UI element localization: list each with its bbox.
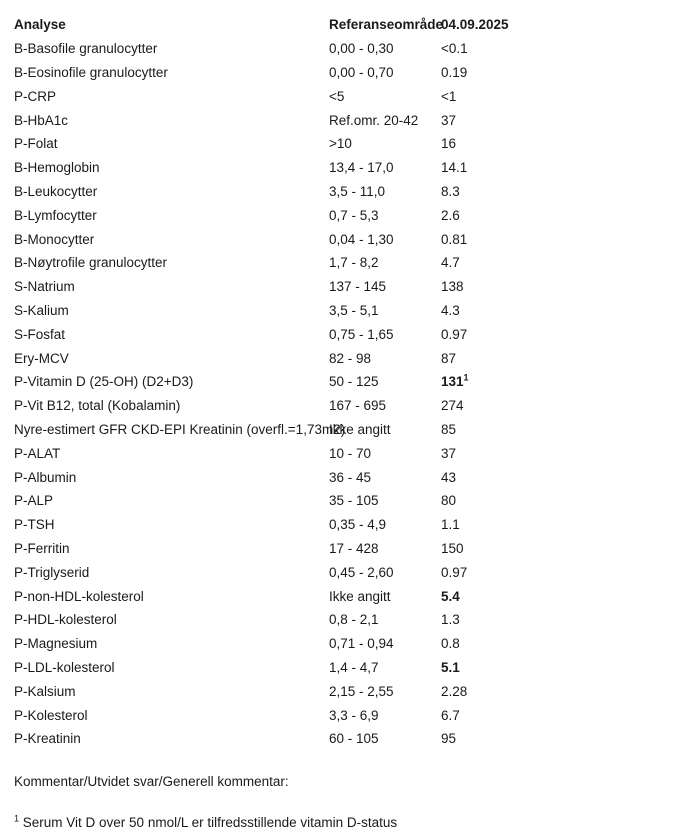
- table-row: [14, 465, 684, 489]
- analysis-name: P-Folat: [14, 136, 58, 152]
- reference-range: 2,15 - 2,55: [329, 683, 394, 699]
- analysis-name: S-Fosfat: [14, 326, 66, 342]
- table-row: [14, 418, 684, 442]
- reference-range: >10: [329, 136, 352, 152]
- result-cell: [441, 446, 561, 461]
- analysis-name: B-Hemoglobin: [14, 160, 100, 176]
- reference-range: 0,7 - 5,3: [329, 207, 379, 223]
- analysis-name: Nyre-estimert GFR CKD-EPI Kreatinin (overfl.=1,73m2): [14, 421, 346, 437]
- table-row: [14, 560, 684, 584]
- analysis-name: S-Natrium: [14, 279, 75, 295]
- result-cell: [441, 731, 561, 746]
- result-value: 87: [441, 350, 457, 366]
- result-value: 80: [441, 493, 457, 509]
- table-row: [14, 632, 684, 656]
- table-row: [14, 608, 684, 632]
- table-row: [14, 679, 684, 703]
- analysis-name: P-Kalsium: [14, 683, 76, 699]
- reference-range: 60 - 105: [329, 731, 379, 747]
- result-value: 2.6: [441, 207, 460, 223]
- reference-range: Ref.omr. 20-42: [329, 112, 419, 128]
- result-value: 5.4: [441, 588, 460, 604]
- analysis-name: P-LDL-kolesterol: [14, 659, 115, 675]
- header-reference: Referanseområde: [329, 17, 444, 33]
- table-body: [14, 37, 684, 751]
- comment-label: Kommentar/Utvidet svar/Generell kommentar:: [14, 774, 289, 789]
- result-value: 4.7: [441, 255, 460, 271]
- reference-range: 1,4 - 4,7: [329, 659, 379, 675]
- reference-range: 3,3 - 6,9: [329, 707, 379, 723]
- result-cell: [441, 327, 561, 342]
- result-cell: [441, 589, 561, 604]
- reference-range: 0,75 - 1,65: [329, 326, 394, 342]
- table-row: [14, 37, 684, 61]
- result-cell: [441, 65, 561, 80]
- reference-range: 36 - 45: [329, 469, 372, 485]
- reference-range: Ikke angitt: [329, 588, 391, 604]
- result-cell: [441, 184, 561, 199]
- result-cell: [441, 636, 561, 651]
- result-value: <0.1: [441, 41, 468, 57]
- result-cell: [441, 374, 561, 389]
- result-value: 1.1: [441, 517, 460, 533]
- analysis-name: P-ALAT: [14, 445, 61, 461]
- analysis-name: P-Vitamin D (25-OH) (D2+D3): [14, 374, 194, 390]
- result-value: 131: [441, 374, 464, 390]
- table-row: [14, 584, 684, 608]
- result-value: 0.97: [441, 564, 468, 580]
- analysis-name: P-HDL-kolesterol: [14, 612, 117, 628]
- table-row: [14, 370, 684, 394]
- table-row: [14, 61, 684, 85]
- analysis-name: B-Nøytrofile granulocytter: [14, 255, 168, 271]
- reference-range: 3,5 - 5,1: [329, 302, 379, 318]
- result-cell: [441, 470, 561, 485]
- result-cell: [441, 660, 561, 675]
- table-row: [14, 441, 684, 465]
- analysis-name: P-Ferritin: [14, 540, 70, 556]
- result-cell: [441, 517, 561, 532]
- result-value: 150: [441, 540, 464, 556]
- result-value: 8.3: [441, 183, 460, 199]
- result-cell: [441, 113, 561, 128]
- table-row: [14, 489, 684, 513]
- result-value: 0.8: [441, 636, 460, 652]
- table-row: [14, 299, 684, 323]
- result-value: <1: [441, 88, 457, 104]
- result-value: 4.3: [441, 302, 460, 318]
- reference-range: 0,00 - 0,70: [329, 64, 394, 80]
- reference-range: <5: [329, 88, 345, 104]
- result-cell: [441, 160, 561, 175]
- result-cell: [441, 612, 561, 627]
- analysis-name: B-Leukocytter: [14, 183, 98, 199]
- result-value: 2.28: [441, 683, 468, 699]
- analysis-name: P-Kreatinin: [14, 731, 81, 747]
- reference-range: 82 - 98: [329, 350, 372, 366]
- table-row: [14, 346, 684, 370]
- reference-range: 3,5 - 11,0: [329, 183, 386, 199]
- result-value: 0.97: [441, 326, 468, 342]
- result-value: 1.3: [441, 612, 460, 628]
- result-value: 43: [441, 469, 457, 485]
- analysis-name: P-Kolesterol: [14, 707, 88, 723]
- result-cell: [441, 351, 561, 366]
- analysis-name: B-Lymfocytter: [14, 207, 97, 223]
- reference-range: 0,71 - 0,94: [329, 636, 394, 652]
- result-value: 85: [441, 421, 457, 437]
- analysis-name: B-Eosinofile granulocytter: [14, 64, 168, 80]
- analysis-name: P-Magnesium: [14, 636, 98, 652]
- table-header: [14, 13, 684, 37]
- table-row: [14, 275, 684, 299]
- reference-range: 0,8 - 2,1: [329, 612, 379, 628]
- analysis-name: B-HbA1c: [14, 112, 69, 128]
- result-cell: [441, 279, 561, 294]
- analysis-name: P-Albumin: [14, 469, 77, 485]
- analysis-name: B-Basofile granulocytter: [14, 41, 158, 57]
- result-cell: [441, 422, 561, 437]
- table-row: [14, 156, 684, 180]
- result-cell: [441, 565, 561, 580]
- table-row: [14, 727, 684, 751]
- result-cell: [441, 398, 561, 413]
- table-row: [14, 703, 684, 727]
- result-cell: [441, 708, 561, 723]
- table-row: [14, 513, 684, 537]
- result-cell: [441, 493, 561, 508]
- result-value: 37: [441, 445, 457, 461]
- reference-range: Ikke angitt: [329, 421, 391, 437]
- result-cell: [441, 136, 561, 151]
- table-row: [14, 108, 684, 132]
- result-value: 6.7: [441, 707, 460, 723]
- footnote-text: Serum Vit D over 50 nmol/L er tilfredsstillende vitamin D-status: [19, 815, 398, 830]
- reference-range: 137 - 145: [329, 279, 387, 295]
- reference-range: 0,35 - 4,9: [329, 517, 387, 533]
- analysis-name: P-non-HDL-kolesterol: [14, 588, 144, 604]
- reference-range: 0,45 - 2,60: [329, 564, 394, 580]
- table-row: [14, 227, 684, 251]
- reference-range: 17 - 428: [329, 540, 379, 556]
- result-cell: [441, 684, 561, 699]
- result-cell: [441, 89, 561, 104]
- reference-range: 167 - 695: [329, 398, 387, 414]
- result-cell: [441, 208, 561, 223]
- reference-range: 1,7 - 8,2: [329, 255, 379, 271]
- header-date: 04.09.2025: [441, 17, 509, 33]
- analysis-name: P-CRP: [14, 88, 57, 104]
- analysis-name: B-Monocytter: [14, 231, 95, 247]
- result-value: 274: [441, 398, 464, 414]
- footnote-reference: 1: [463, 372, 469, 383]
- result-value: 138: [441, 279, 464, 295]
- result-value: 0.81: [441, 231, 468, 247]
- footnote: [14, 815, 397, 830]
- analysis-name: P-Triglyserid: [14, 564, 90, 580]
- analysis-name: P-Vit B12, total (Kobalamin): [14, 398, 181, 414]
- reference-range: 0,04 - 1,30: [329, 231, 394, 247]
- result-cell: [441, 255, 561, 270]
- lab-results-table: [14, 13, 684, 751]
- reference-range: 35 - 105: [329, 493, 379, 509]
- analysis-name: S-Kalium: [14, 302, 69, 318]
- table-row: [14, 84, 684, 108]
- header-analysis: Analyse: [14, 17, 66, 33]
- result-value: 5.1: [441, 659, 460, 675]
- analysis-name: P-ALP: [14, 493, 54, 509]
- table-row: [14, 322, 684, 346]
- table-row: [14, 251, 684, 275]
- result-cell: [441, 303, 561, 318]
- table-row: [14, 537, 684, 561]
- analysis-name: P-TSH: [14, 517, 55, 533]
- reference-range: 50 - 125: [329, 374, 379, 390]
- result-value: 14.1: [441, 160, 468, 176]
- result-cell: [441, 232, 561, 247]
- reference-range: 0,00 - 0,30: [329, 41, 394, 57]
- table-row: [14, 656, 684, 680]
- result-value: 0.19: [441, 64, 468, 80]
- result-value: 16: [441, 136, 457, 152]
- table-row: [14, 203, 684, 227]
- reference-range: 10 - 70: [329, 445, 372, 461]
- reference-range: 13,4 - 17,0: [329, 160, 394, 176]
- result-cell: [441, 541, 561, 556]
- footnote-marker: 1: [14, 813, 20, 824]
- table-row: [14, 132, 684, 156]
- table-row: [14, 180, 684, 204]
- result-cell: [441, 41, 561, 56]
- table-row: [14, 394, 684, 418]
- result-value: 95: [441, 731, 457, 747]
- result-value: 37: [441, 112, 457, 128]
- analysis-name: Ery-MCV: [14, 350, 69, 366]
